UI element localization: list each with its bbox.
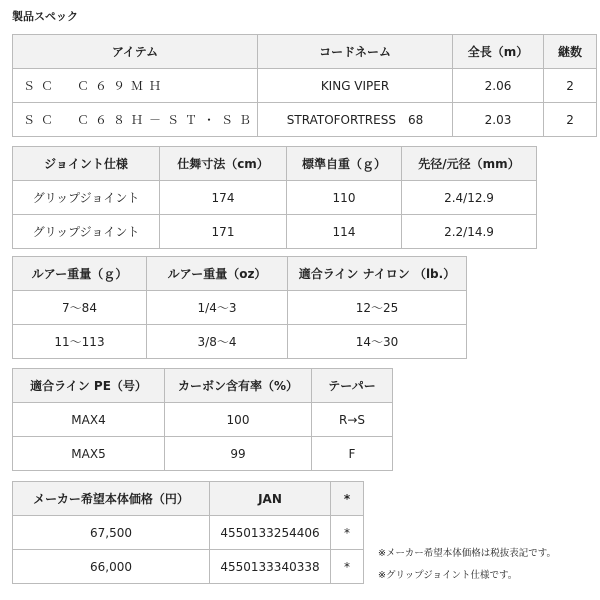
header-price: メーカー希望本体価格（円） [13,482,210,516]
cell-lure-oz: 1/4～3 [147,291,288,325]
cell-lure-g: 7～84 [13,291,147,325]
header-length: 全長（m） [453,35,544,69]
cell-asterisk: * [331,516,364,550]
footnote-price: ※メーカー希望本体価格は税抜表記です。 [378,548,557,559]
header-jan: JAN [210,482,331,516]
cell-carbon: 100 [165,403,312,437]
spec-table-material [12,368,393,471]
cell-weight: 110 [287,181,402,215]
cell-item: ＳＣ Ｃ６８Ｈ－ＳＴ・ＳＢ [13,103,258,137]
cell-joint: グリップジョイント [13,215,160,249]
cell-sections: 2 [544,69,597,103]
header-lure-g: ルアー重量（ｇ） [13,257,147,291]
cell-price: 67,500 [13,516,210,550]
cell-jan: 4550133340338 [210,550,331,584]
cell-taper: F [312,437,393,471]
header-closed-length: 仕舞寸法（cm） [160,147,287,181]
table-row [13,516,364,550]
header-carbon: カーボン含有率（%） [165,369,312,403]
table-row [13,403,393,437]
header-taper: テーパー [312,369,393,403]
cell-length: 2.03 [453,103,544,137]
cell-joint: グリップジョイント [13,181,160,215]
header-diameter: 先径/元径（mm） [402,147,537,181]
cell-diameter: 2.4/12.9 [402,181,537,215]
table-row [13,325,467,359]
cell-carbon: 99 [165,437,312,471]
cell-pe-line: MAX5 [13,437,165,471]
header-joint: ジョイント仕様 [13,147,160,181]
table-row [13,550,364,584]
table-row [13,291,467,325]
spec-table-lure [12,256,467,359]
header-lure-oz: ルアー重量（oz） [147,257,288,291]
cell-code-name: STRATOFORTRESS 68 [258,103,453,137]
cell-price: 66,000 [13,550,210,584]
header-pe-line: 適合ライン PE（号） [13,369,165,403]
spec-table-price [12,481,364,584]
table-row [13,215,537,249]
footnote-joint: ※グリップジョイント仕様です。 [378,570,518,581]
cell-taper: R→S [312,403,393,437]
footnotes [378,543,556,587]
table-header-row [13,369,393,403]
header-asterisk: * [331,482,364,516]
header-code-name: コードネーム [258,35,453,69]
table-header-row [13,257,467,291]
cell-jan: 4550133254406 [210,516,331,550]
table-header-row [13,482,364,516]
cell-closed-length: 174 [160,181,287,215]
cell-lure-g: 11～113 [13,325,147,359]
cell-item: ＳＣ Ｃ６９ＭＨ [13,69,258,103]
table-row [13,103,597,137]
spec-table-item [12,34,597,137]
spec-table-joint [12,146,537,249]
page-heading: 製品スペック [12,10,78,23]
cell-diameter: 2.2/14.9 [402,215,537,249]
header-sections: 継数 [544,35,597,69]
cell-closed-length: 171 [160,215,287,249]
table-row [13,181,537,215]
cell-nylon-line: 12～25 [288,291,467,325]
cell-sections: 2 [544,103,597,137]
header-nylon-line: 適合ライン ナイロン （lb.） [288,257,467,291]
cell-lure-oz: 3/8～4 [147,325,288,359]
table-header-row [13,35,597,69]
cell-length: 2.06 [453,69,544,103]
table-row [13,437,393,471]
table-header-row [13,147,537,181]
cell-asterisk: * [331,550,364,584]
header-weight: 標準自重（ｇ） [287,147,402,181]
table-row [13,69,597,103]
cell-nylon-line: 14～30 [288,325,467,359]
cell-pe-line: MAX4 [13,403,165,437]
cell-code-name: KING VIPER [258,69,453,103]
header-item: アイテム [13,35,258,69]
cell-weight: 114 [287,215,402,249]
